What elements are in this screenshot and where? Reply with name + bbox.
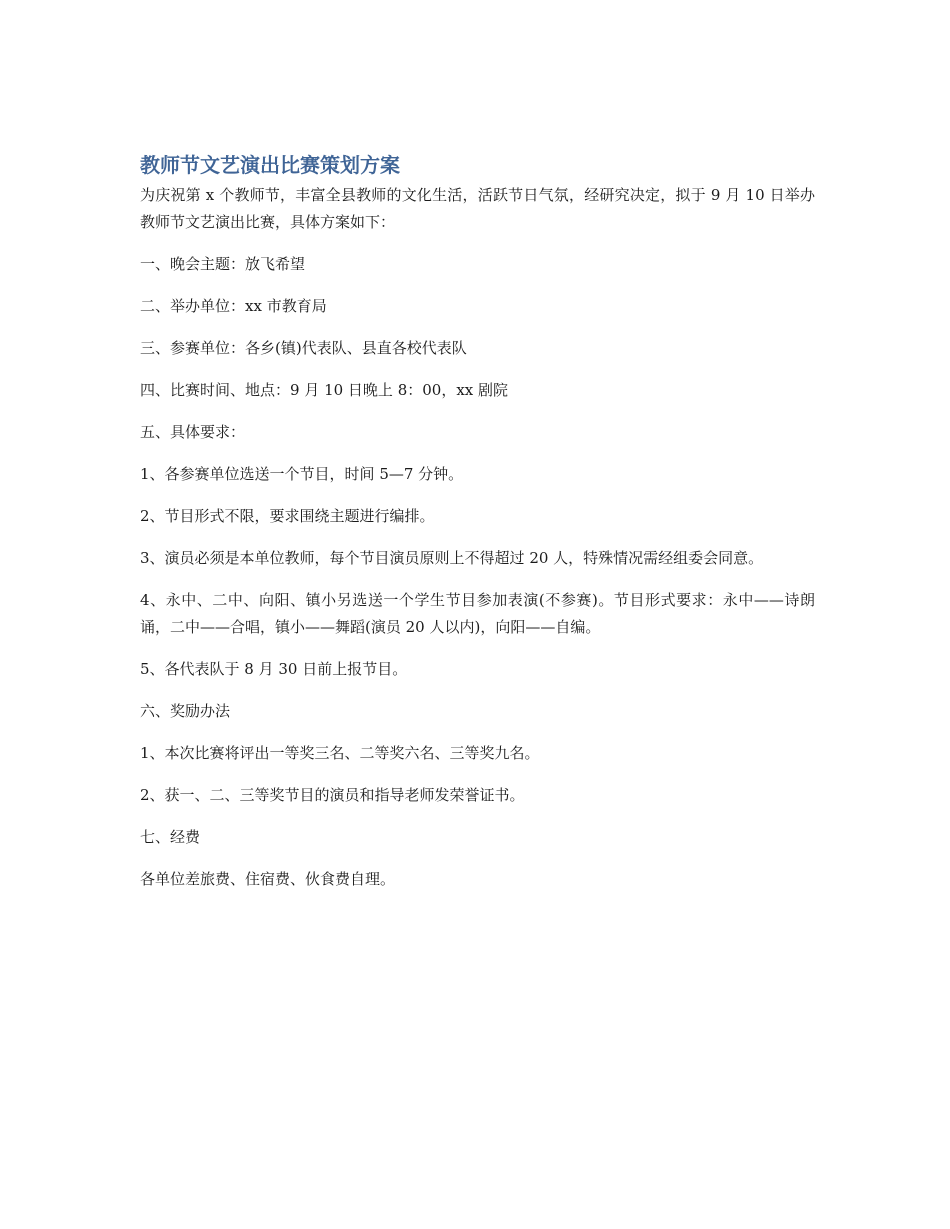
requirement-item-5: 5、各代表队于 8 月 30 日前上报节目。	[140, 660, 408, 678]
award-item-2: 2、获一、二、三等奖节目的演员和指导老师发荣誉证书。	[140, 786, 525, 804]
section-requirements-heading: 五、具体要求：	[140, 423, 246, 441]
funding-paragraph: 各单位差旅费、住宿费、伙食费自理。	[140, 870, 396, 888]
award-item-1: 1、本次比赛将评出一等奖三名、二等奖六名、三等奖九名。	[140, 744, 540, 762]
section-time-location: 四、比赛时间、地点：9 月 10 日晚上 8：00，xx 剧院	[140, 381, 509, 399]
section-awards-heading: 六、奖励办法	[140, 702, 231, 720]
section-theme: 一、晚会主题：放飞希望	[140, 255, 306, 273]
requirement-item-4: 4、永中、二中、向阳、镇小另选送一个学生节目参加表演(不参赛)。节目形式要求：永中——诗朗诵，二中——合唱，镇小——舞蹈(演员 20 人以内)，向阳——自编。	[140, 591, 815, 636]
requirement-item-3: 3、演员必须是本单位教师，每个节目演员原则上不得超过 20 人，特殊情况需经组委会同意。	[140, 549, 764, 567]
document-title: 教师节文艺演出比赛策划方案	[140, 153, 400, 177]
section-participants: 三、参赛单位：各乡(镇)代表队、县直各校代表队	[140, 339, 467, 357]
requirement-item-1: 1、各参赛单位选送一个节目，时间 5—7 分钟。	[140, 465, 464, 483]
requirement-item-2: 2、节目形式不限，要求围绕主题进行编排。	[140, 507, 435, 525]
document-body	[140, 150, 815, 908]
section-organizer: 二、举办单位：xx 市教育局	[140, 297, 327, 315]
intro-paragraph: 为庆祝第 x 个教师节，丰富全县教师的文化生活，活跃节日气氛，经研究决定，拟于 9 月 10 日举办教师节文艺演出比赛，具体方案如下：	[140, 186, 815, 231]
section-funding-heading: 七、经费	[140, 828, 201, 846]
